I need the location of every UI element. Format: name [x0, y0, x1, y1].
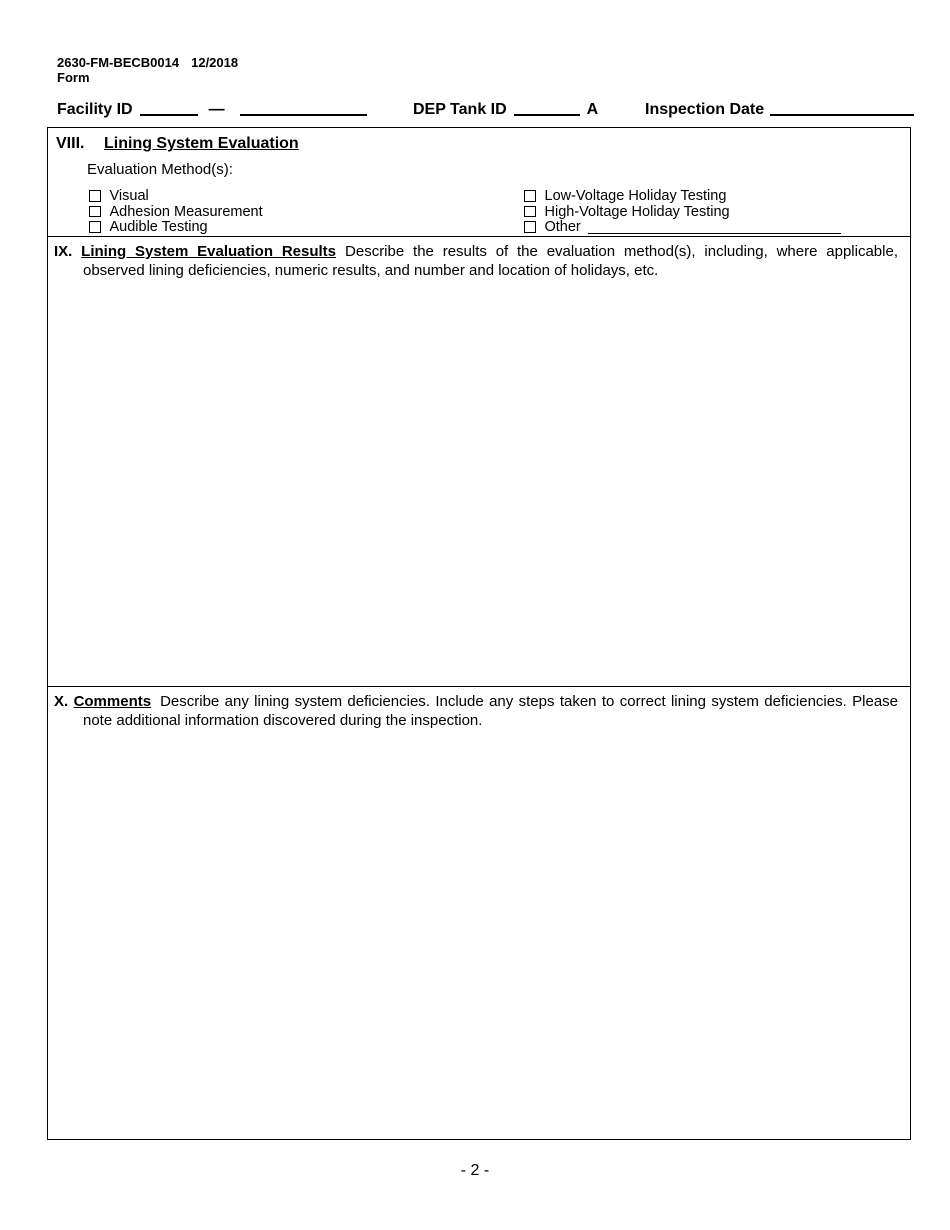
section-x-header [48, 687, 910, 730]
section-viii-numeral: VIII. [56, 135, 85, 152]
facility-id-group [57, 100, 367, 120]
section-ix-title: Lining System Evaluation Results [81, 243, 337, 260]
section-ix [48, 237, 910, 687]
facility-id-suffix-field[interactable] [240, 100, 367, 116]
evaluation-results-write-area[interactable] [48, 280, 910, 686]
checkbox-row-low-voltage [524, 188, 841, 204]
form-identifier [57, 55, 238, 85]
facility-id-dash: — [208, 101, 225, 118]
dep-tank-id-field[interactable] [514, 100, 580, 116]
checkbox-row-adhesion [89, 204, 524, 220]
checkbox-label-low-voltage: Low-Voltage Holiday Testing [544, 187, 727, 204]
section-ix-numeral: IX. [54, 243, 73, 260]
checkbox-visual[interactable] [89, 190, 101, 202]
checkbox-other[interactable] [524, 221, 536, 233]
section-viii-title-row [56, 134, 900, 153]
section-viii [48, 128, 910, 237]
checkbox-label-high-voltage: High-Voltage Holiday Testing [544, 203, 730, 220]
inspection-date-label: Inspection Date [645, 101, 765, 118]
checkbox-row-high-voltage [524, 204, 841, 220]
checkbox-low-voltage-holiday[interactable] [524, 190, 536, 202]
dep-tank-id-label: DEP Tank ID [413, 101, 507, 118]
evaluation-methods-label: Evaluation Method(s): [87, 161, 233, 178]
form-number-line [57, 55, 238, 70]
checkbox-row-visual [89, 188, 524, 204]
facility-id-field[interactable] [140, 100, 198, 116]
evaluation-methods-checkboxes [89, 188, 900, 235]
checkbox-audible-testing[interactable] [89, 221, 101, 233]
section-x-description: Describe any lining system deficiencies. Include any steps taken to correct lining system deficiencies. Please note additional information discovered during the inspection. [83, 693, 898, 729]
checkbox-adhesion-measurement[interactable] [89, 206, 101, 218]
section-ix-header [48, 237, 910, 280]
dep-tank-id-group [413, 100, 598, 120]
page-number: - 2 - [460, 1162, 490, 1179]
checkbox-row-audible [89, 219, 524, 235]
checkbox-column-right [524, 188, 841, 235]
other-method-field[interactable] [588, 221, 841, 234]
inspection-date-group [645, 100, 914, 120]
inspection-date-field[interactable] [770, 100, 914, 116]
checkbox-label-visual: Visual [109, 187, 149, 204]
checkbox-label-audible: Audible Testing [109, 219, 208, 236]
checkbox-label-adhesion: Adhesion Measurement [109, 203, 263, 220]
form-number: 2630-FM-BECB0014 [57, 55, 180, 70]
form-body-box [47, 127, 911, 1140]
section-x-title: Comments [73, 693, 152, 710]
form-label: Form [57, 70, 90, 85]
checkbox-column-left [89, 188, 524, 235]
comments-write-area[interactable] [48, 730, 910, 1139]
header-fields-row [0, 100, 950, 122]
tank-suffix-label: A [586, 101, 599, 118]
checkbox-high-voltage-holiday[interactable] [524, 206, 536, 218]
section-x [48, 687, 910, 1139]
checkbox-row-other [524, 219, 841, 235]
facility-id-label: Facility ID [57, 101, 133, 118]
checkbox-label-other: Other [544, 219, 581, 236]
form-revision: 12/2018 [191, 55, 239, 70]
section-ix-description: Describe the results of the evaluation method(s), including, where applicable, observed lining deficiencies, numeric results, and number and location of holidays, etc. [83, 243, 898, 279]
section-viii-title: Lining System Evaluation [104, 135, 299, 152]
section-x-numeral: X. [54, 693, 69, 710]
